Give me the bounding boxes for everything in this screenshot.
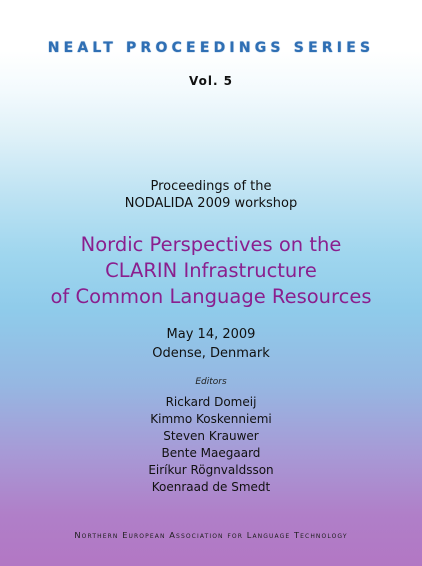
editor-name: Kimmo Koskenniemi xyxy=(150,412,272,426)
editor-name: Eiríkur Rögnvaldsson xyxy=(148,463,274,477)
event-info xyxy=(0,325,422,363)
series-title: NEALT PROCEEDINGS SERIES xyxy=(47,40,375,56)
volume-number: Vol. 5 xyxy=(188,74,234,88)
main-title-line-3: of Common Language Resources xyxy=(50,285,372,308)
proceedings-info xyxy=(0,178,422,212)
association-name: Northern European Association for Language Technology xyxy=(74,530,348,540)
editor-name: Koenraad de Smedt xyxy=(151,480,271,494)
main-title-line-1: Nordic Perspectives on the xyxy=(80,233,342,256)
editor-name: Bente Maegaard xyxy=(161,446,261,460)
main-title xyxy=(0,232,422,310)
main-title-line-2: CLARIN Infrastructure xyxy=(105,259,317,282)
editors-list xyxy=(0,394,422,496)
proceedings-line-1: Proceedings of the xyxy=(150,179,272,194)
event-date: May 14, 2009 xyxy=(166,327,256,342)
editors-label: Editors xyxy=(195,377,227,387)
editor-name: Rickard Domeij xyxy=(165,395,257,409)
event-place: Odense, Denmark xyxy=(152,346,270,361)
editor-name: Steven Krauwer xyxy=(163,429,259,443)
proceedings-line-2: NODALIDA 2009 workshop xyxy=(124,196,298,211)
